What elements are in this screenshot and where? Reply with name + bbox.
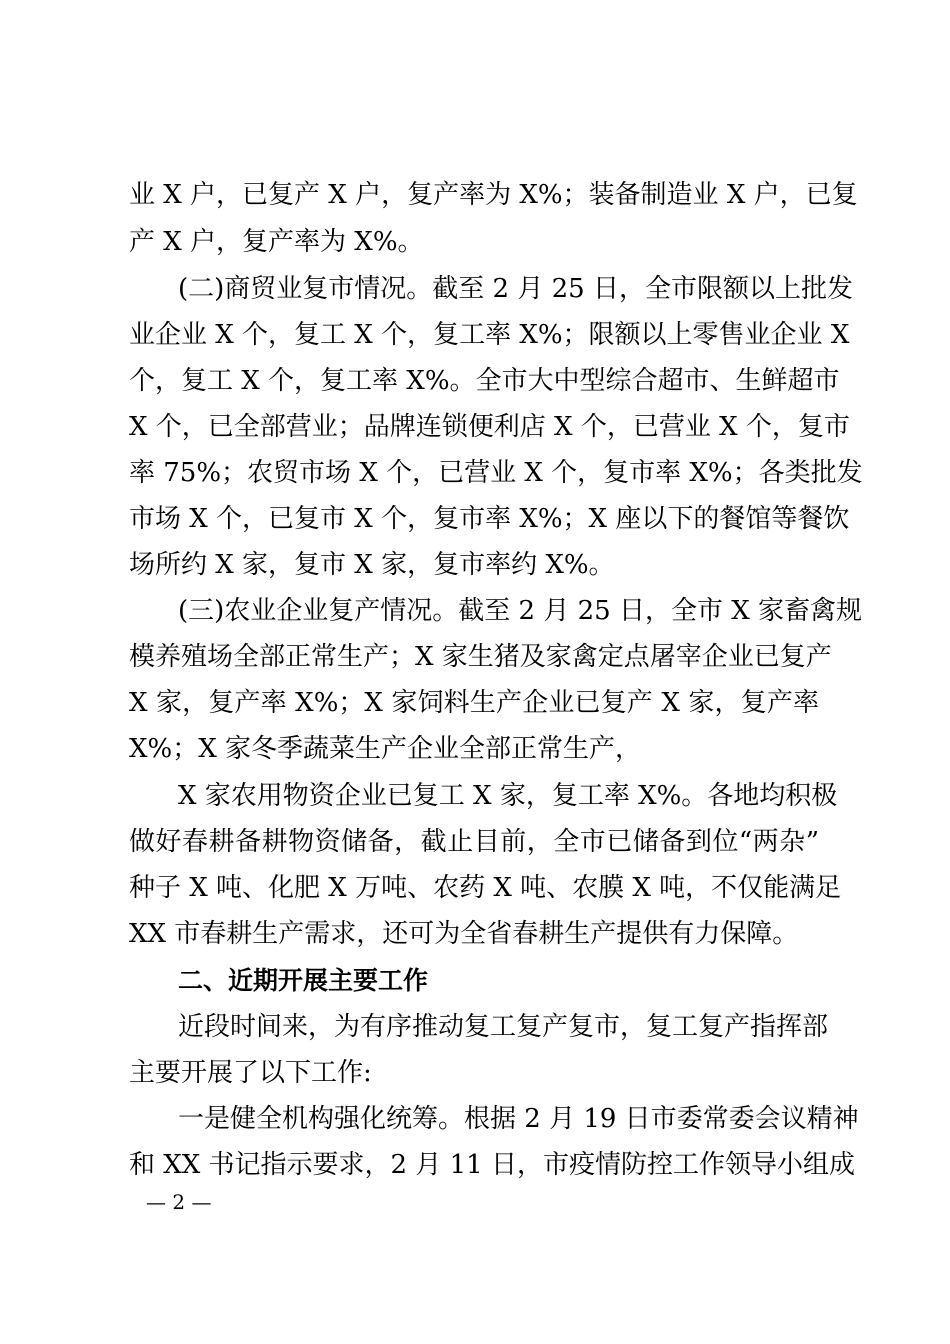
page-number: — 2 — (146, 1190, 212, 1214)
text-line-16: 种子 X 吨、化肥 X 万吨、农药 X 吨、农膜 X 吨，不仅能满足 (129, 873, 842, 903)
text-line-7: 率 75%；农贸市场 X 个，已营业 X 个，复市率 X%；各类批发 (129, 458, 863, 488)
text-line-10: (三)农业企业复产情况。截至 2 月 25 日，全市 X 家畜禽规 (178, 596, 863, 626)
text-line-22: 和 XX 书记指示要求，2 月 11 日，市疫情防控工作领导小组成 (129, 1150, 855, 1180)
text-line-15: 做好春耕备耕物资储备，截止目前，全市已储备到位“两杂” (129, 827, 819, 857)
text-line-13: X%；X 家冬季蔬菜生产企业全部正常生产， (129, 734, 641, 764)
section-heading: 二、近期开展主要工作 (178, 966, 429, 995)
text-line-11: 模养殖场全部正常生产；X 家生猪及家禽定点屠宰企业已复产 (129, 642, 832, 672)
text-line-17: XX 市春耕生产需求，还可为全省春耕生产提供有力保障。 (129, 919, 799, 949)
text-line-8: 市场 X 个，已复市 X 个，复市率 X%；X 座以下的餐馆等餐饮 (129, 504, 850, 534)
text-line-6: X 个，已全部营业；品牌连锁便利店 X 个，已营业 X 个，复市 (129, 412, 850, 442)
text-line-19: 近段时间来，为有序推动复工复产复市，复工复产指挥部 (178, 1012, 829, 1042)
text-line-1: 业 X 户，已复产 X 户，复产率为 X%；装备制造业 X 户，已复 (129, 180, 858, 210)
text-line-12: X 家，复产率 X%；X 家饲料生产企业已复产 X 家，复产率 (129, 688, 819, 718)
text-line-2: 产 X 户，复产率为 X%。 (129, 227, 424, 257)
text-line-4: 业企业 X 个，复工 X 个，复工率 X%；限额以上零售业企业 X (129, 320, 850, 350)
text-line-20: 主要开展了以下工作: (129, 1058, 372, 1088)
text-line-21: 一是健全机构强化统筹。根据 2 月 19 日市委常委会议精神 (178, 1104, 859, 1134)
text-line-3: (二)商贸业复市情况。截至 2 月 25 日，全市限额以上批发 (178, 274, 853, 304)
text-line-14: X 家农用物资企业已复工 X 家，复工率 X%。各地均积极 (178, 781, 838, 811)
text-line-5: 个，复工 X 个，复工率 X%。全市大中型综合超市、生鲜超市 (129, 366, 840, 396)
text-line-9: 场所约 X 家，复市 X 家，复市率约 X%。 (129, 550, 615, 580)
